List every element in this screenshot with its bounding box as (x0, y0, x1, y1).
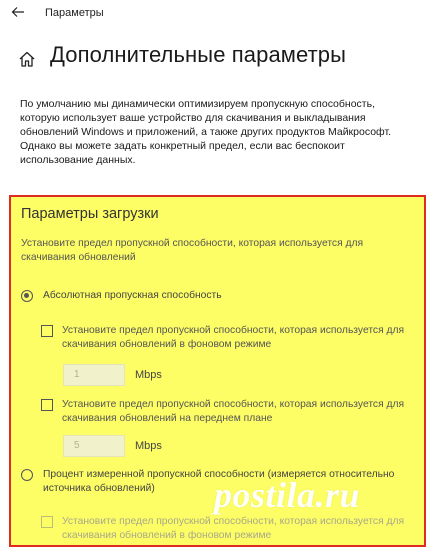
intro-text: По умолчанию мы динамически оптимизируем пропускную способность, которую использует ваше устройство для скачивания и выкладывания обновлений Windows и приложений, а также других продуктов Майкрософт. Однако вы можете задать конкретный предел, если вас беспокоит использование данных. (20, 98, 392, 166)
title-bar (0, 0, 435, 30)
foreground-limit-input[interactable]: 5 (63, 435, 125, 457)
background-limit-label: Установите предел пропускной способности, которая используется для скачивания обновлений в фоновом режиме (62, 325, 405, 350)
arrow-left-icon (11, 5, 25, 19)
background-limit-unit: Mbps (135, 369, 162, 381)
radio-checked-icon (21, 290, 33, 302)
percent-bandwidth-label: Процент измеренной пропускной способности (измеряется относительно источника обновлений) (43, 469, 395, 494)
checkbox-unchecked-icon (41, 399, 53, 411)
download-settings-title: Параметры загрузки (21, 206, 159, 222)
page-header (14, 40, 424, 76)
percent-background-limit-checkbox[interactable] (41, 515, 411, 545)
radio-unchecked-icon (21, 469, 33, 481)
home-icon[interactable] (18, 50, 36, 68)
checkbox-disabled-icon (41, 516, 53, 528)
background-limit-input[interactable]: 1 (63, 364, 125, 386)
watermark-logo: postila.ru (214, 475, 361, 515)
absolute-bandwidth-label: Абсолютная пропускная способность (43, 290, 222, 301)
download-settings-description: Установите предел пропускной способности, которая используется для скачивания обновлений (21, 238, 364, 263)
foreground-limit-unit: Mbps (135, 440, 162, 452)
page-title: Дополнительные параметры (50, 42, 347, 67)
window-title: Параметры (45, 7, 104, 19)
checkbox-unchecked-icon (41, 325, 53, 337)
back-button[interactable] (10, 5, 26, 21)
background-limit-checkbox[interactable] (41, 324, 411, 354)
percent-background-limit-label: Установите предел пропускной способности, которая используется для скачивания обновлений в фоновом режиме (62, 516, 405, 541)
foreground-limit-label: Установите предел пропускной способности, которая используется для скачивания обновлений на переднем плане (62, 399, 405, 424)
foreground-limit-checkbox[interactable] (41, 398, 411, 428)
